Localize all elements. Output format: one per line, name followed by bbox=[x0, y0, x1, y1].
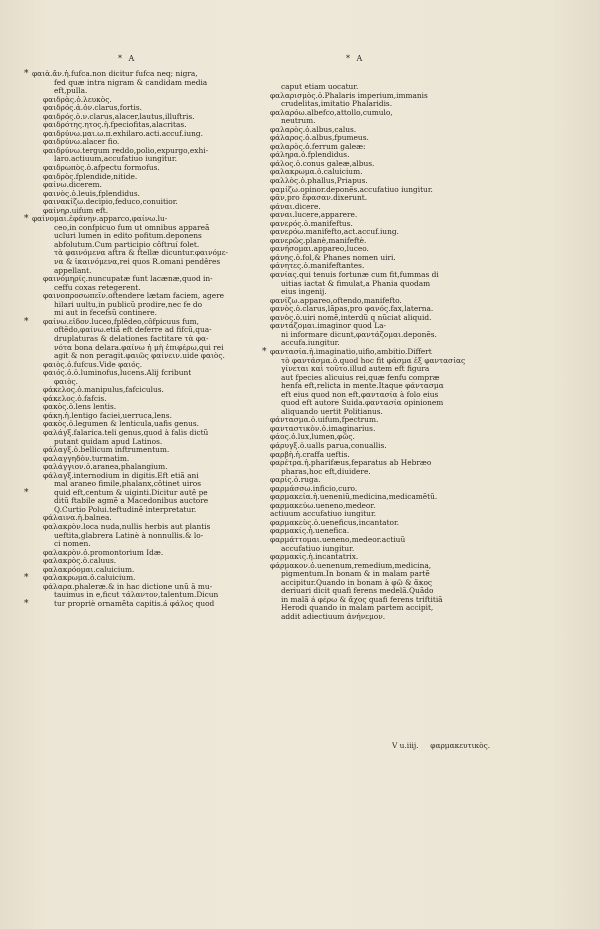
text-line: φάλαγξ.ὁ.bellicum inftrumentum. bbox=[43, 446, 170, 455]
text-line: aut fpecies alicuius rei,quæ fenfu compræ bbox=[281, 373, 440, 382]
text-line: φανερός.ὁ.manifeftus. bbox=[270, 219, 353, 228]
asterisk-marker-icon: * bbox=[24, 69, 29, 79]
asterisk-marker-icon: * bbox=[24, 573, 29, 584]
text-line: φάλαινα.ἡ.balnea. bbox=[43, 514, 112, 523]
text-line: eft,pulla. bbox=[54, 87, 88, 96]
text-line: quid eft,centum & uiginti.Dicitur autẽ pe bbox=[54, 488, 208, 497]
text-line: φάνητες.ὁ.manifeftantes. bbox=[270, 262, 365, 271]
text-line: ci nomen. bbox=[54, 540, 91, 549]
text-line: φαιδρός.ὁ.ν.clarus,alacer,lautus,illuftris. bbox=[43, 112, 195, 121]
text-line: φαιδρὰς.ὁ.λευκὸς. bbox=[43, 95, 112, 104]
text-line: φακὸς.ὁ.legumen & lenticula,uafis genus. bbox=[43, 420, 200, 429]
text-line: φαλλὸς.ὁ.phallus,Priapus. bbox=[270, 177, 368, 186]
text-line: φαίνω.εἶδον.luceo,fplēdeo,côfpicuus fum, bbox=[43, 317, 200, 326]
text-line: accufatiuo iungitur. bbox=[281, 544, 355, 553]
text-line: φανίας.qui tenuis fortunæ cum fit,fummas di bbox=[270, 271, 439, 280]
text-line: φαρέτρα.ἡ.pharifæus,feparatus ab Hebræo bbox=[270, 459, 432, 468]
text-line: τὸ φαντάσμα.ὁ.quod hoc fit φάσμα ἐξ φαντασίας bbox=[281, 356, 466, 365]
text-line: ni informare dicunt,φαντάζομαι.deponẽs. bbox=[281, 330, 437, 339]
text-line: ueftita,glabrera Latinè à nonnullis.& lo- bbox=[54, 531, 204, 540]
text-line: φᾶν,pro ἔφασαν.dixerunt. bbox=[270, 194, 368, 203]
text-line: φαίνω.dicerem. bbox=[43, 181, 102, 190]
left-header: * A bbox=[118, 54, 137, 63]
text-line: φακὸς.ὁ.lens lentis. bbox=[43, 403, 117, 412]
text-line: φάναι.dicere. bbox=[270, 202, 321, 211]
text-line: φαρμακεία.ἡ.ueneniũ,medicina,medicamẽtũ. bbox=[270, 493, 438, 502]
text-line: agit & non peragit.φαιῶς φαίνειν.uide φαιὸς. bbox=[54, 352, 225, 361]
text-line: accipitur.Quando in bonam à φῶ & ἄκος bbox=[281, 578, 433, 587]
text-line: νότα bona delara.φαίνω ἡ μὴ ἐπιφέρω,qui rei bbox=[54, 343, 224, 352]
text-line: φαλαρὸς.ὁ.albus,calus. bbox=[270, 125, 357, 134]
text-line: Herodi quando in malam partem accipit, bbox=[281, 604, 434, 613]
asterisk-marker-icon: * bbox=[24, 316, 29, 327]
text-line: φαιδρότης.ητος.ἡ.fpeciofitas,alacritas. bbox=[43, 121, 187, 130]
text-line: abfolutum.Cum participio côftruí folet. bbox=[54, 240, 200, 249]
text-line: tauimus in e,ficut τάλαντον,talentum.Dicun bbox=[54, 591, 219, 600]
text-line: φάνης.ὁ.fol,& Phanes nomen uiri. bbox=[270, 253, 396, 262]
text-line: φαλακρωμα.ὁ.caluicium. bbox=[270, 168, 363, 177]
text-line: putant quidam apud Latinos. bbox=[54, 437, 163, 446]
text-line: φανερῶς.planè,manifeftè. bbox=[270, 236, 367, 245]
text-line: φαιδρύνω.μαι.ω.π.exhilaro.acti.accuf.iung. bbox=[43, 129, 203, 138]
text-line: φαινόμηρίς.nuncupatæ funt lacænæ,quod in- bbox=[43, 275, 213, 284]
text-line: φαινοπροσωπεῖν.oftendere lætam faciem, agere bbox=[43, 292, 224, 301]
text-line: φάλαρα.phaleræ.& in hac dictione unũ ā mu- bbox=[43, 582, 213, 591]
text-line: φαρίς.ὁ.ruga. bbox=[270, 476, 321, 485]
text-line: φανερόω.manifefto,act.accuf.iung. bbox=[270, 228, 399, 237]
text-line: addit adiectiuum ἀνήνεμον. bbox=[281, 612, 386, 621]
text-line: mal araneo fimile,phalanx,côtinet uiros bbox=[54, 480, 202, 489]
text-line: eft eius quod non eft,φαντασία à folo eius bbox=[281, 390, 439, 399]
text-line: φαλαρὸς.ὁ.ferrum galeæ: bbox=[270, 142, 366, 151]
text-line: φαντάζομαι.imaginor quod La- bbox=[270, 322, 387, 331]
text-line: φαλακρὸν.ὁ.promontorium Idæ. bbox=[43, 548, 164, 557]
text-line: φαιὸς. bbox=[54, 377, 79, 386]
text-line: φαιός.ὁ.ὁ.luminofus,lucens.Alij fcribunt bbox=[43, 369, 192, 378]
catchword: φαρμακευτικὸς. bbox=[430, 741, 491, 750]
text-line: ditũ ftabile agmẽ a Macedonibus auctore bbox=[54, 497, 209, 506]
text-line: crudelitas,imitatio Phalaridis. bbox=[281, 100, 393, 109]
text-line: laro.actiuum,accufatiuo iungitur. bbox=[54, 155, 177, 164]
text-line: φάντασμα.ὁ.uifum,fpectrum. bbox=[270, 416, 379, 425]
text-line: φαρμακίς.ἡ.incantatrix. bbox=[270, 553, 359, 562]
text-line: φανὸς.ὁ.uiri nomẽ,interdũ q nũciat aliquid. bbox=[270, 313, 432, 322]
text-line: oftēdo,φαίνω.etiã eft deferre ad fifcũ,qua- bbox=[54, 326, 212, 335]
text-line: φαρβὴ.ἡ.craffa ueftis. bbox=[270, 450, 350, 459]
text-line: aliquando uertit Politianus. bbox=[281, 407, 383, 416]
text-line: φαλακρὸν.loca nuda,nullis herbis aut plantis bbox=[43, 522, 211, 531]
text-line: φαλακρὸς.ὁ.caluus. bbox=[43, 557, 117, 566]
text-line: uitias iactat & fimulat,a Phania quodam bbox=[281, 279, 431, 288]
text-line: φαινακίζω.decipio,feduco,conuitior. bbox=[43, 198, 178, 207]
text-line: φαρμακίς.ἡ.uenefica. bbox=[270, 527, 350, 536]
text-line: ceffu coxas retegerent. bbox=[54, 283, 141, 292]
text-line: Q.Curtio Polui.teftudinẽ interpretatur. bbox=[54, 505, 197, 514]
text-line: ceo,in confpicuo fum ut omnibus appareã bbox=[54, 223, 210, 232]
text-line: φανίζω.appareo,oftendo,manifefto. bbox=[270, 296, 402, 305]
right-column bbox=[270, 83, 532, 621]
text-line: φάρμακον.ὁ.uenenum,remedium,medicina, bbox=[270, 561, 432, 570]
text-line: φαιδρός.ἁ.ὀν.clarus,fortis. bbox=[43, 104, 142, 113]
asterisk-marker-icon: * bbox=[24, 487, 29, 498]
text-line: fed quæ intra nigram & candidam media bbox=[54, 78, 208, 87]
text-line: φάκη.ἡ.lentigo faciei,uerruca,lens. bbox=[43, 411, 172, 420]
text-line: φαιδρύνω.tergum reddo,polio,expurgo,exhi- bbox=[43, 146, 209, 155]
text-line: φαλακρόομαι.caluicium. bbox=[43, 565, 135, 574]
text-line: in malã á φέρω & ἄχος quafi ferens triftitiã bbox=[281, 595, 443, 604]
text-line: φαίνηρ.uifum eft. bbox=[43, 206, 109, 215]
text-line: τὰ φαινόμενα aftra & ftellæ dicuntur.φαινόμε- bbox=[54, 249, 229, 258]
text-line: φανήσομαι.appareo,luceo. bbox=[270, 245, 369, 254]
text-line: φάληρα.ὁ.fplendidus. bbox=[270, 151, 350, 160]
text-line: pigmentum.In bonam & in malam partẽ bbox=[281, 570, 430, 579]
text-line: ucluri lumen in edito pofitum.deponens bbox=[54, 232, 202, 241]
text-line: να & ἰκαινόμενα,rei quos R.omani pendêres bbox=[54, 258, 221, 267]
text-line: φαναι.lucere,apparere. bbox=[270, 211, 358, 220]
text-line: φανταστικὸν.ὁ.imaginarius. bbox=[270, 424, 376, 433]
text-line: φαρμακεύω.ueneno,medeor. bbox=[270, 501, 376, 510]
text-line: φαμίζω.opinor.deponẽs.accufatiuo iungitur. bbox=[270, 185, 433, 194]
text-line: tur propriè ornamẽta capitis.á φάλος quod bbox=[54, 599, 215, 608]
text-line: φαντασία.ἡ.imaginatio,uifio,ambitio.Differt bbox=[270, 347, 432, 356]
text-line: φαρμάσσω.inficio,curo. bbox=[270, 484, 358, 493]
text-line: druplaturas & delationes factitare τὰ φα- bbox=[54, 334, 209, 343]
text-line: pharas,hoc eft,diuidere. bbox=[281, 467, 371, 476]
text-line: φαινὸς.ὁ.leuis,fplendidus. bbox=[43, 189, 140, 198]
text-line: γίνεται καὶ τοῦτο.illud autem eft figura bbox=[281, 365, 430, 374]
footer bbox=[392, 741, 490, 750]
text-line: accufa.iungitur. bbox=[281, 339, 340, 348]
text-line: φαρμακεὺς.ὁ.ueneficus,incantator. bbox=[270, 518, 400, 527]
text-line: φαλαρισμὸς.ὁ.Phalaris imperium,immanis bbox=[270, 91, 428, 100]
text-line: φάος.ὁ.lux,lumen,φῶς. bbox=[270, 433, 355, 442]
text-line: φαιδρύνω.alacer fio. bbox=[43, 138, 120, 147]
text-line: φάλαρος.ὁ.albus,fpumeus. bbox=[270, 134, 369, 143]
text-line: caput etiam uocatur. bbox=[281, 83, 359, 91]
text-line: φάκελος.ὁ.fafcis. bbox=[43, 394, 107, 403]
text-line: φάκελος.ὁ.manipulus,fafciculus. bbox=[43, 386, 164, 395]
text-line: hilari uultu,in publicũ prodire,nec fe do bbox=[54, 300, 203, 309]
text-line: φάλαγξ.internodium in digitis.Eft etiã ani bbox=[43, 471, 199, 480]
asterisk-marker-icon: * bbox=[24, 599, 29, 610]
text-line: φαλακρωμα.ὁ.caluicium. bbox=[43, 574, 136, 583]
text-line: φανὸς.ὁ.clarus,lãpas,pro φανός.fax,laterna. bbox=[270, 305, 434, 314]
text-line: φαρμάττομαι.ueneno,medeor.actiuũ bbox=[270, 535, 406, 544]
text-line: φαίνομαι.ἐφάνην.apparco,φαίνω.lu- bbox=[32, 215, 168, 224]
right-header: * A bbox=[346, 54, 365, 63]
text-line: φαλαρόω.albefco,attollo,cumulo, bbox=[270, 108, 393, 117]
left-column bbox=[32, 70, 294, 608]
text-line: φάλος.ὁ.conus galeæ,albus. bbox=[270, 159, 375, 168]
text-line: φαιὸς.ὁ.fufcus.Vide φαιός. bbox=[43, 360, 143, 369]
text-line: φάρυγξ.ὁ.ualls parua,conuallis. bbox=[270, 441, 387, 450]
text-line: quod eft autore Suida.φαντασία opinionem bbox=[281, 399, 444, 408]
text-line: henfa eft,relicta in mente.Itaque φάντασμα bbox=[281, 382, 444, 391]
text-line: actiuum accufatiuo iungitur. bbox=[270, 510, 377, 519]
asterisk-marker-icon: * bbox=[24, 214, 29, 225]
text-line: appellant. bbox=[54, 266, 92, 275]
text-line: mi aut in fecefsũ continere. bbox=[54, 309, 158, 318]
text-line: φαλαγγηδὸν.turmatim. bbox=[43, 454, 130, 463]
text-line: eius ingenij. bbox=[281, 288, 327, 297]
text-line: deriuari dicit quafi ferens medelã.Quãdo bbox=[281, 587, 434, 596]
asterisk-marker-icon: * bbox=[262, 347, 267, 358]
text-line: φαιδρὸς.fplendide,nitide. bbox=[43, 172, 138, 181]
text-line: φαλάγξ.falarica.teli genus,quod à falis dictũ bbox=[43, 428, 209, 437]
signature-mark: V u.iiij. bbox=[392, 741, 419, 750]
text-line: φαιδρωπὸς.ὁ.afpectu formofus. bbox=[43, 164, 160, 173]
text-line: φαιὰ.ἄν.ἡ.fufca.non dicitur fufca neq; nigra, bbox=[32, 70, 198, 78]
text-line: φαλάγγιον.ὁ.aranea,phalangium. bbox=[43, 463, 168, 472]
text-line: neutrum. bbox=[281, 117, 316, 126]
